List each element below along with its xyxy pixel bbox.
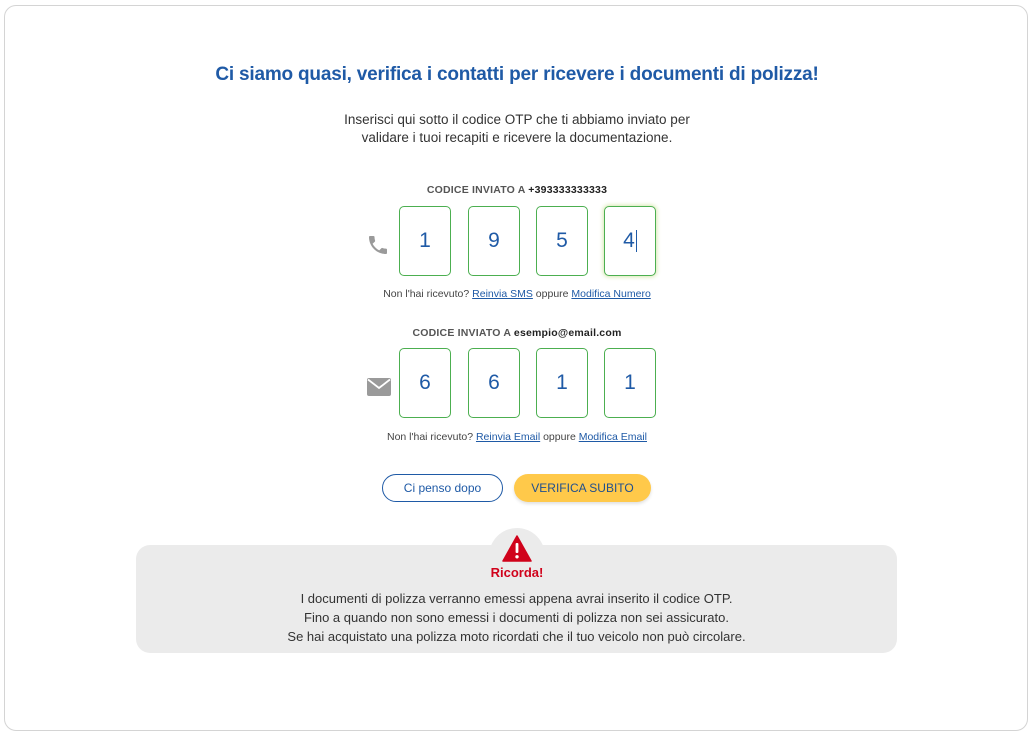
phone-otp-digit-3[interactable] bbox=[536, 206, 588, 276]
modify-email-link[interactable]: Modifica Email bbox=[578, 431, 647, 443]
phone-otp-digit-1-value: 1 bbox=[419, 229, 431, 252]
email-address: esempio@email.com bbox=[513, 327, 622, 339]
notice-line-3: Se hai acquistato una polizza moto ricordati che il tuo veicolo non può circolare. bbox=[287, 629, 746, 644]
phone-hint-prefix: Non l'hai ricevuto? bbox=[383, 288, 470, 300]
email-hint-prefix: Non l'hai ricevuto? bbox=[386, 431, 474, 443]
phone-icon bbox=[366, 233, 390, 262]
notice-title: Ricorda! bbox=[490, 565, 544, 580]
warning-icon bbox=[502, 535, 532, 567]
phone-code-label bbox=[0, 184, 1034, 196]
intro-text bbox=[317, 111, 717, 147]
email-otp-digit-2-value: 6 bbox=[488, 371, 500, 394]
phone-resend-hint bbox=[0, 288, 1034, 300]
email-hint-or: oppure bbox=[543, 431, 576, 443]
phone-otp-digit-2[interactable] bbox=[468, 206, 520, 276]
email-otp-digit-1[interactable] bbox=[399, 348, 451, 418]
email-otp-digit-3[interactable] bbox=[536, 348, 588, 418]
envelope-icon bbox=[367, 378, 391, 401]
page-title: Ci siamo quasi, verifica i contatti per ricevere i documenti di polizza! bbox=[215, 64, 819, 85]
email-otp-digit-4[interactable] bbox=[604, 348, 656, 418]
resend-email-link[interactable]: Reinvia Email bbox=[475, 431, 541, 443]
phone-label-prefix: CODICE INVIATO A bbox=[426, 184, 526, 196]
phone-otp-digit-2-value: 9 bbox=[488, 229, 500, 252]
notice-text bbox=[136, 589, 897, 646]
intro-line-2: validare i tuoi recapiti e ricevere la documentazione. bbox=[361, 130, 673, 145]
email-otp-digit-4-value: 1 bbox=[624, 371, 636, 394]
intro-line-1: Inserisci qui sotto il codice OTP che ti abbiamo inviato per bbox=[344, 112, 690, 127]
email-code-label bbox=[0, 327, 1034, 339]
phone-otp-digit-4[interactable] bbox=[604, 206, 656, 276]
phone-hint-or: oppure bbox=[535, 288, 569, 300]
email-resend-hint bbox=[0, 431, 1034, 443]
text-caret bbox=[636, 230, 637, 252]
phone-otp-digit-4-value: 4 bbox=[623, 229, 635, 252]
resend-sms-link[interactable]: Reinvia SMS bbox=[472, 288, 533, 300]
verify-now-button[interactable]: VERIFICA SUBITO bbox=[514, 474, 651, 502]
email-otp-digit-1-value: 6 bbox=[419, 371, 431, 394]
modify-number-link[interactable]: Modifica Numero bbox=[571, 288, 651, 300]
notice-line-1: I documenti di polizza verranno emessi appena avrai inserito il codice OTP. bbox=[300, 591, 733, 606]
phone-number: +393333333333 bbox=[528, 184, 608, 196]
phone-otp-digit-3-value: 5 bbox=[556, 229, 568, 252]
phone-otp-digit-1[interactable] bbox=[399, 206, 451, 276]
email-otp-digit-3-value: 1 bbox=[556, 371, 568, 394]
later-button[interactable]: Ci penso dopo bbox=[382, 474, 503, 502]
notice-line-2: Fino a quando non sono emessi i documenti di polizza non sei assicurato. bbox=[304, 610, 729, 625]
email-otp-digit-2[interactable] bbox=[468, 348, 520, 418]
email-label-prefix: CODICE INVIATO A bbox=[412, 327, 511, 339]
